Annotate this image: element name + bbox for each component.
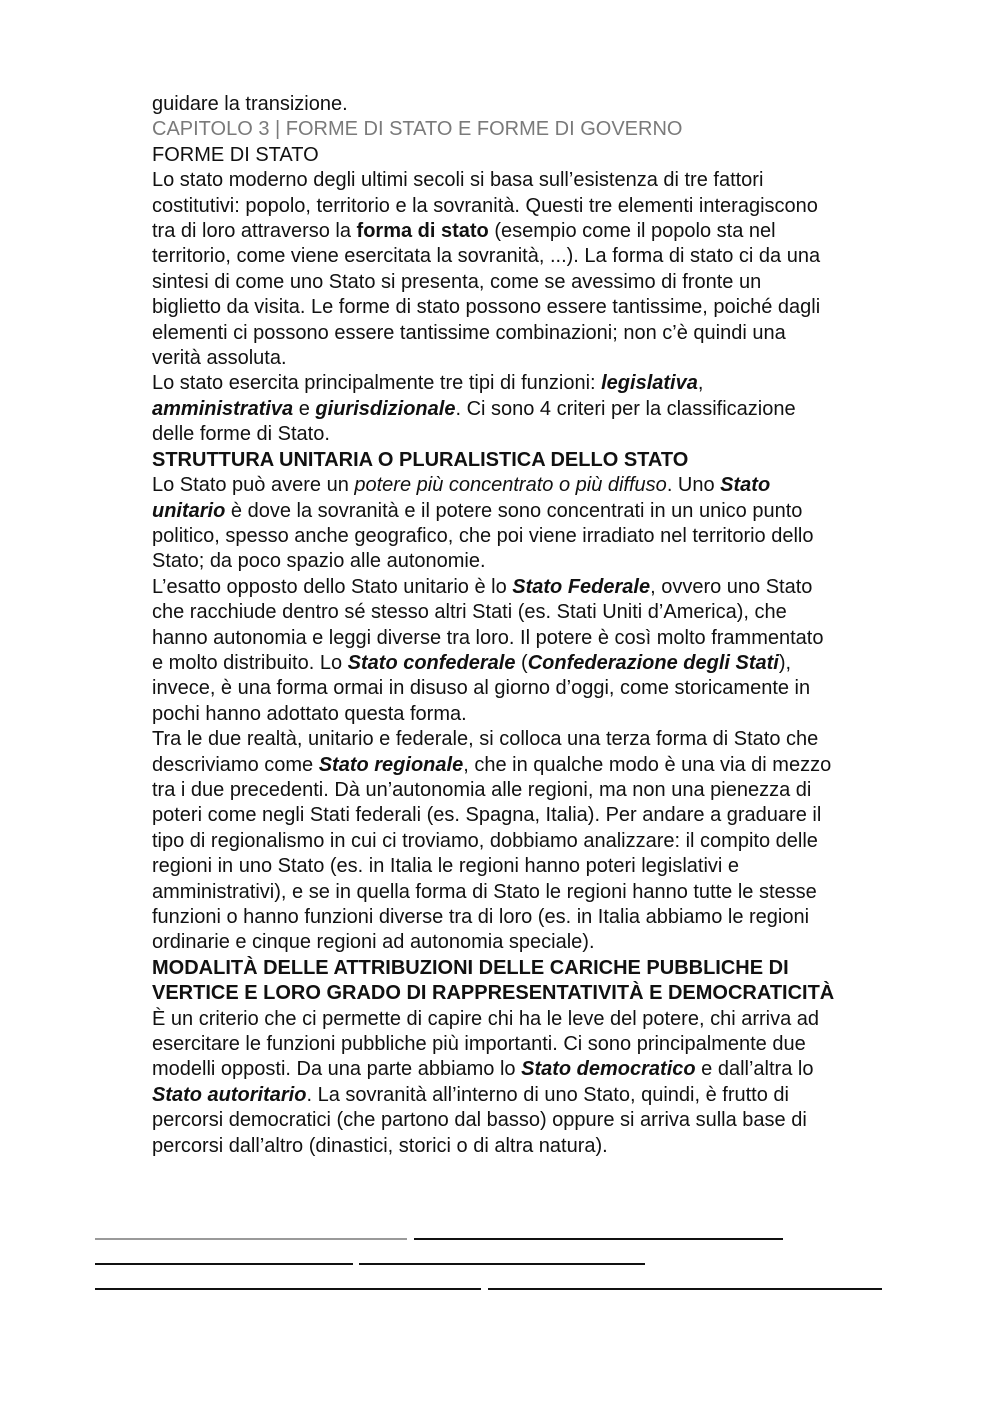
bold-term: forma di stato <box>356 220 489 243</box>
paragraph <box>152 575 912 727</box>
italic-phrase: potere più concentrato o più diffuso <box>354 474 667 497</box>
divider-line <box>95 1288 481 1290</box>
text-line: Tra le due realtà, unitario e federale, si colloca una terza forma di Stato che <box>152 728 819 751</box>
text-line: politico, spesso anche geografico, che poi viene irradiato nel territorio dello <box>152 524 814 547</box>
subheading-line: MODALITÀ DELLE ATTRIBUZIONI DELLE CARICHE PUBBLICHE DI <box>152 956 789 979</box>
bold-italic-term: giurisdizionale <box>315 397 456 420</box>
text-run: (esempio come il popolo sta nel <box>488 220 776 243</box>
divider-line <box>414 1238 783 1240</box>
paragraph <box>152 371 912 447</box>
paragraph <box>152 168 912 371</box>
text-run: . Ci sono 4 criteri per la classificazione <box>455 397 796 420</box>
text-run: tra di loro attraverso la <box>152 220 357 243</box>
paragraph <box>152 727 912 956</box>
text-line: costitutivi: popolo, territorio e la sovranità. Questi tre elementi interagiscono <box>152 194 818 217</box>
text-line <box>152 219 912 244</box>
bold-italic-term: amministrativa <box>152 397 294 420</box>
text-line: funzioni o hanno funzioni diverse tra di loro (es. in Italia abbiamo le regioni <box>152 906 810 928</box>
bold-italic-term: legislativa <box>601 372 698 395</box>
text-line <box>152 753 912 778</box>
text-run: e <box>293 397 316 420</box>
text-run: Lo Stato può avere un <box>152 474 355 497</box>
text-line <box>152 397 912 422</box>
text-line: hanno autonomia e leggi diverse tra loro. Il potere è così molto frammentato <box>152 626 824 649</box>
bold-italic-term: Stato regionale <box>318 753 464 776</box>
text-line <box>152 499 912 524</box>
text-line: Stato; da poco spazio alle autonomie. <box>152 550 486 573</box>
text-line <box>152 651 912 676</box>
text-line: invece, è una forma ormai in disuso al giorno d’oggi, come storicamente in <box>152 677 811 700</box>
text-run: Lo stato esercita principalmente tre tipi di funzioni: <box>152 372 602 395</box>
divider-line <box>95 1263 353 1265</box>
text-run: e dall’altra lo <box>695 1058 814 1081</box>
text-run: L’esatto opposto dello Stato unitario è lo <box>152 575 513 598</box>
divider-line <box>95 1238 407 1240</box>
text-line: esercitare le funzioni pubbliche più importanti. Ci sono principalmente due <box>152 1033 806 1056</box>
subheading: STRUTTURA UNITARIA O PLURALISTICA DELLO STATO <box>152 448 689 471</box>
text-line: verità assoluta. <box>152 347 287 370</box>
text-line: poteri come negli Stati federali (es. Spagna, Italia). Per andare a graduare il <box>152 804 822 827</box>
text-line: regioni in uno Stato (es. in Italia le regioni hanno poteri legislativi e <box>152 855 740 878</box>
divider-line <box>359 1263 645 1265</box>
text-line <box>152 371 912 396</box>
text-line <box>152 575 912 600</box>
text-line: tipo di regionalismo in cui ci troviamo, dobbiamo analizzare: il compito delle <box>152 829 818 852</box>
text-line: biglietto da visita. Le forme di stato possono essere tantissime, poiché dagli <box>152 296 821 319</box>
text-line: Lo stato moderno degli ultimi secoli si basa sull’esistenza di tre fattori <box>152 169 764 192</box>
subheading-line: VERTICE E LORO GRADO DI RAPPRESENTATIVITÀ E DEMOCRATICITÀ <box>152 982 835 1005</box>
section-heading: FORME DI STATO <box>152 143 319 166</box>
text-line: amministrativi), e se in quella forma di Stato le regioni hanno tutte le stesse <box>152 880 817 903</box>
text-line: che racchiude dentro sé stesso altri Stati (es. Stati Uniti d’America), che <box>152 601 787 624</box>
text-run: modelli opposti. Da una parte abbiamo lo <box>152 1058 522 1081</box>
text-run: ), <box>778 651 792 674</box>
text-line: delle forme di Stato. <box>152 423 330 446</box>
text-run: . La sovranità all’interno di uno Stato, quindi, è frutto di <box>306 1083 789 1106</box>
text-line: territorio, come viene esercitata la sovranità, ...). La forma di stato ci da una <box>152 245 821 268</box>
text-line <box>152 473 912 498</box>
text-run: è dove la sovranità e il potere sono concentrati in un unico punto <box>225 499 803 522</box>
text-line: pochi hanno adottato questa forma. <box>152 702 467 725</box>
text-run: descriviamo come <box>152 753 319 776</box>
text-line: guidare la transizione. <box>152 93 348 115</box>
text-line: ordinarie e cinque regioni ad autonomia speciale). <box>152 931 595 954</box>
bold-italic-term: Stato confederale <box>347 651 516 674</box>
divider-line <box>488 1288 882 1290</box>
text-line <box>152 1083 912 1108</box>
text-run: . Uno <box>666 474 721 497</box>
text-line: sintesi di come uno Stato si presenta, come se avessimo di fronte un <box>152 270 762 293</box>
text-line: percorsi dall’altro (dinastici, storici o di altra natura). <box>152 1134 608 1157</box>
chapter-heading: CAPITOLO 3 | FORME DI STATO E FORME DI GOVERNO <box>152 118 683 141</box>
paragraph <box>152 473 912 575</box>
bold-italic-term: Stato <box>720 474 771 497</box>
text-line: percorsi democratici (che partono dal basso) oppure si arriva sulla base di <box>152 1109 807 1132</box>
paragraph <box>152 1007 912 1159</box>
text-line <box>152 1057 912 1082</box>
text-run: , che in qualche modo è una via di mezzo <box>463 753 832 776</box>
text-run: ( <box>515 651 528 674</box>
bold-italic-term: Stato Federale <box>512 575 651 598</box>
subheading <box>152 956 912 1007</box>
document-page <box>152 92 912 1159</box>
text-line: È un criterio che ci permette di capire chi ha le leve del potere, chi arriva ad <box>152 1007 820 1030</box>
text-run: , ovvero uno Stato <box>650 575 813 598</box>
text-line: elementi ci possono essere tantissime combinazioni; non c’è quindi una <box>152 321 786 344</box>
text-run: , <box>697 372 704 395</box>
bold-italic-term: Stato autoritario <box>152 1083 307 1106</box>
bold-italic-term: unitario <box>152 499 226 522</box>
bold-italic-term: Stato democratico <box>521 1058 696 1081</box>
text-run: e molto distribuito. Lo <box>152 651 348 674</box>
bold-italic-term: Confederazione degli Stati <box>527 651 779 674</box>
text-line: tra i due precedenti. Dà un’autonomia alle regioni, ma non una pienezza di <box>152 778 812 801</box>
